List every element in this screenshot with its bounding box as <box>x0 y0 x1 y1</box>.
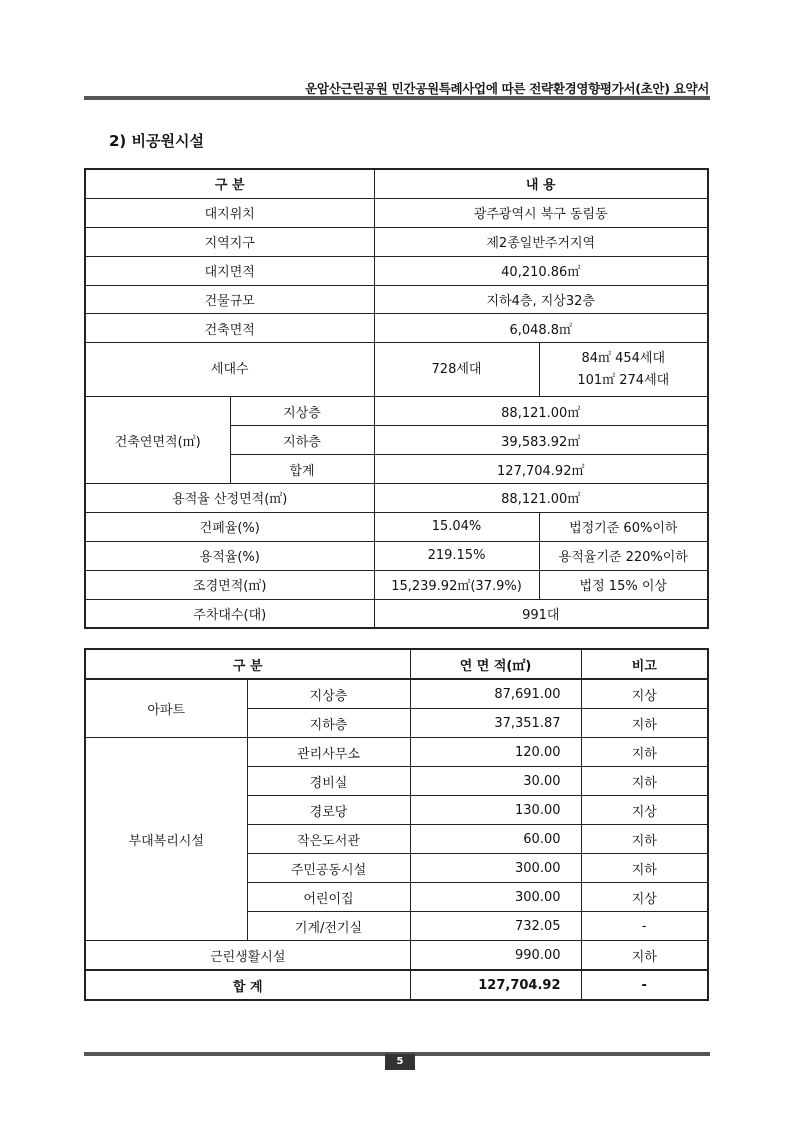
row-label: 건축연면적(㎡) <box>85 397 230 484</box>
row-value: 88,121.00㎡ <box>374 397 708 426</box>
item-area: 37,351.87 <box>410 709 581 738</box>
item-name: 기계/전기실 <box>247 912 410 941</box>
item-name: 경비실 <box>247 767 410 796</box>
row-value: 991대 <box>374 599 708 628</box>
row-standard: 법정 15% 이상 <box>539 570 708 599</box>
row-value: 39,583.92㎡ <box>374 426 708 455</box>
row-label: 지역지구 <box>85 227 374 256</box>
item-area: 300.00 <box>410 854 581 883</box>
item-note: 지하 <box>581 767 708 796</box>
row-value: 15.04% <box>374 512 539 541</box>
item-name: 관리사무소 <box>247 738 410 767</box>
table-row <box>85 314 708 343</box>
household-breakdown <box>539 343 708 397</box>
household-type-1: 84㎡ 454세대 <box>581 350 666 366</box>
item-area: 300.00 <box>410 883 581 912</box>
table-row <box>85 484 708 513</box>
item-note: 지하 <box>581 709 708 738</box>
section-title: 2) 비공원시설 <box>109 132 204 150</box>
item-note: 지하 <box>581 738 708 767</box>
item-name: 주민공동시설 <box>247 854 410 883</box>
column-header-content: 내 용 <box>374 169 708 198</box>
header-divider <box>84 96 710 100</box>
item-note: 지하 <box>581 941 708 971</box>
page-number: 5 <box>385 1054 415 1070</box>
row-label: 대지위치 <box>85 198 374 227</box>
row-label: 건폐율(%) <box>85 512 374 541</box>
row-value: 제2종일반주거지역 <box>374 227 708 256</box>
row-value: 728세대 <box>374 343 539 397</box>
item-note: 지하 <box>581 854 708 883</box>
item-name: 경로당 <box>247 796 410 825</box>
table-header-row <box>85 169 708 198</box>
item-note: 지하 <box>581 825 708 854</box>
table-row <box>85 570 708 599</box>
table-row <box>85 679 708 709</box>
item-area: 732.05 <box>410 912 581 941</box>
item-area: 120.00 <box>410 738 581 767</box>
household-type-2: 101㎡ 274세대 <box>577 372 670 388</box>
row-label: 주차대수(대) <box>85 599 374 628</box>
table-row <box>85 256 708 285</box>
row-label: 세대수 <box>85 343 374 397</box>
floor-area-table <box>84 648 709 1001</box>
row-label: 건축면적 <box>85 314 374 343</box>
item-name: 지하층 <box>247 709 410 738</box>
table-row <box>85 397 708 426</box>
item-note: 지상 <box>581 796 708 825</box>
facility-overview-table <box>84 168 709 629</box>
table-row <box>85 198 708 227</box>
table-row <box>85 285 708 314</box>
row-value: 광주광역시 북구 동림동 <box>374 198 708 227</box>
row-value: 40,210.86㎡ <box>374 256 708 285</box>
table-row <box>85 541 708 570</box>
column-header-note: 비고 <box>581 649 708 679</box>
table-header-row <box>85 649 708 679</box>
sub-label: 합계 <box>230 455 374 484</box>
column-header-area: 연 면 적(㎡) <box>410 649 581 679</box>
row-value: 88,121.00㎡ <box>374 484 708 513</box>
total-area: 127,704.92 <box>410 970 581 1000</box>
table-row <box>85 343 708 397</box>
table-row <box>85 738 708 767</box>
item-area: 990.00 <box>410 941 581 971</box>
total-label: 합 계 <box>85 970 410 1000</box>
item-name: 작은도서관 <box>247 825 410 854</box>
row-label: 건물규모 <box>85 285 374 314</box>
item-note: 지상 <box>581 679 708 709</box>
item-area: 30.00 <box>410 767 581 796</box>
row-value: 219.15% <box>374 541 539 570</box>
item-name: 지상층 <box>247 679 410 709</box>
table-row <box>85 941 708 971</box>
total-note: - <box>581 970 708 1000</box>
group-label: 근린생활시설 <box>85 941 410 971</box>
row-value: 지하4층, 지상32층 <box>374 285 708 314</box>
item-area: 87,691.00 <box>410 679 581 709</box>
row-label: 용적율 산정면적(㎡) <box>85 484 374 513</box>
row-value: 6,048.8㎡ <box>374 314 708 343</box>
table-row <box>85 227 708 256</box>
item-note: - <box>581 912 708 941</box>
document-header-title: 운암산근린공원 민간공원특례사업에 따른 전략환경영향평가서(초안) 요약서 <box>305 81 709 96</box>
row-value: 15,239.92㎡(37.9%) <box>374 570 539 599</box>
item-note: 지상 <box>581 883 708 912</box>
row-value: 127,704.92㎡ <box>374 455 708 484</box>
sub-label: 지상층 <box>230 397 374 426</box>
group-label: 아파트 <box>85 679 247 738</box>
row-label: 대지면적 <box>85 256 374 285</box>
table-row <box>85 599 708 628</box>
sub-label: 지하층 <box>230 426 374 455</box>
row-label: 조경면적(㎡) <box>85 570 374 599</box>
row-standard: 법정기준 60%이하 <box>539 512 708 541</box>
total-row <box>85 970 708 1000</box>
group-label: 부대복리시설 <box>85 738 247 941</box>
table-row <box>85 512 708 541</box>
row-label: 용적율(%) <box>85 541 374 570</box>
column-header-category: 구 분 <box>85 649 410 679</box>
row-standard: 용적율기준 220%이하 <box>539 541 708 570</box>
column-header-category: 구 분 <box>85 169 374 198</box>
item-area: 60.00 <box>410 825 581 854</box>
item-area: 130.00 <box>410 796 581 825</box>
item-name: 어린이집 <box>247 883 410 912</box>
